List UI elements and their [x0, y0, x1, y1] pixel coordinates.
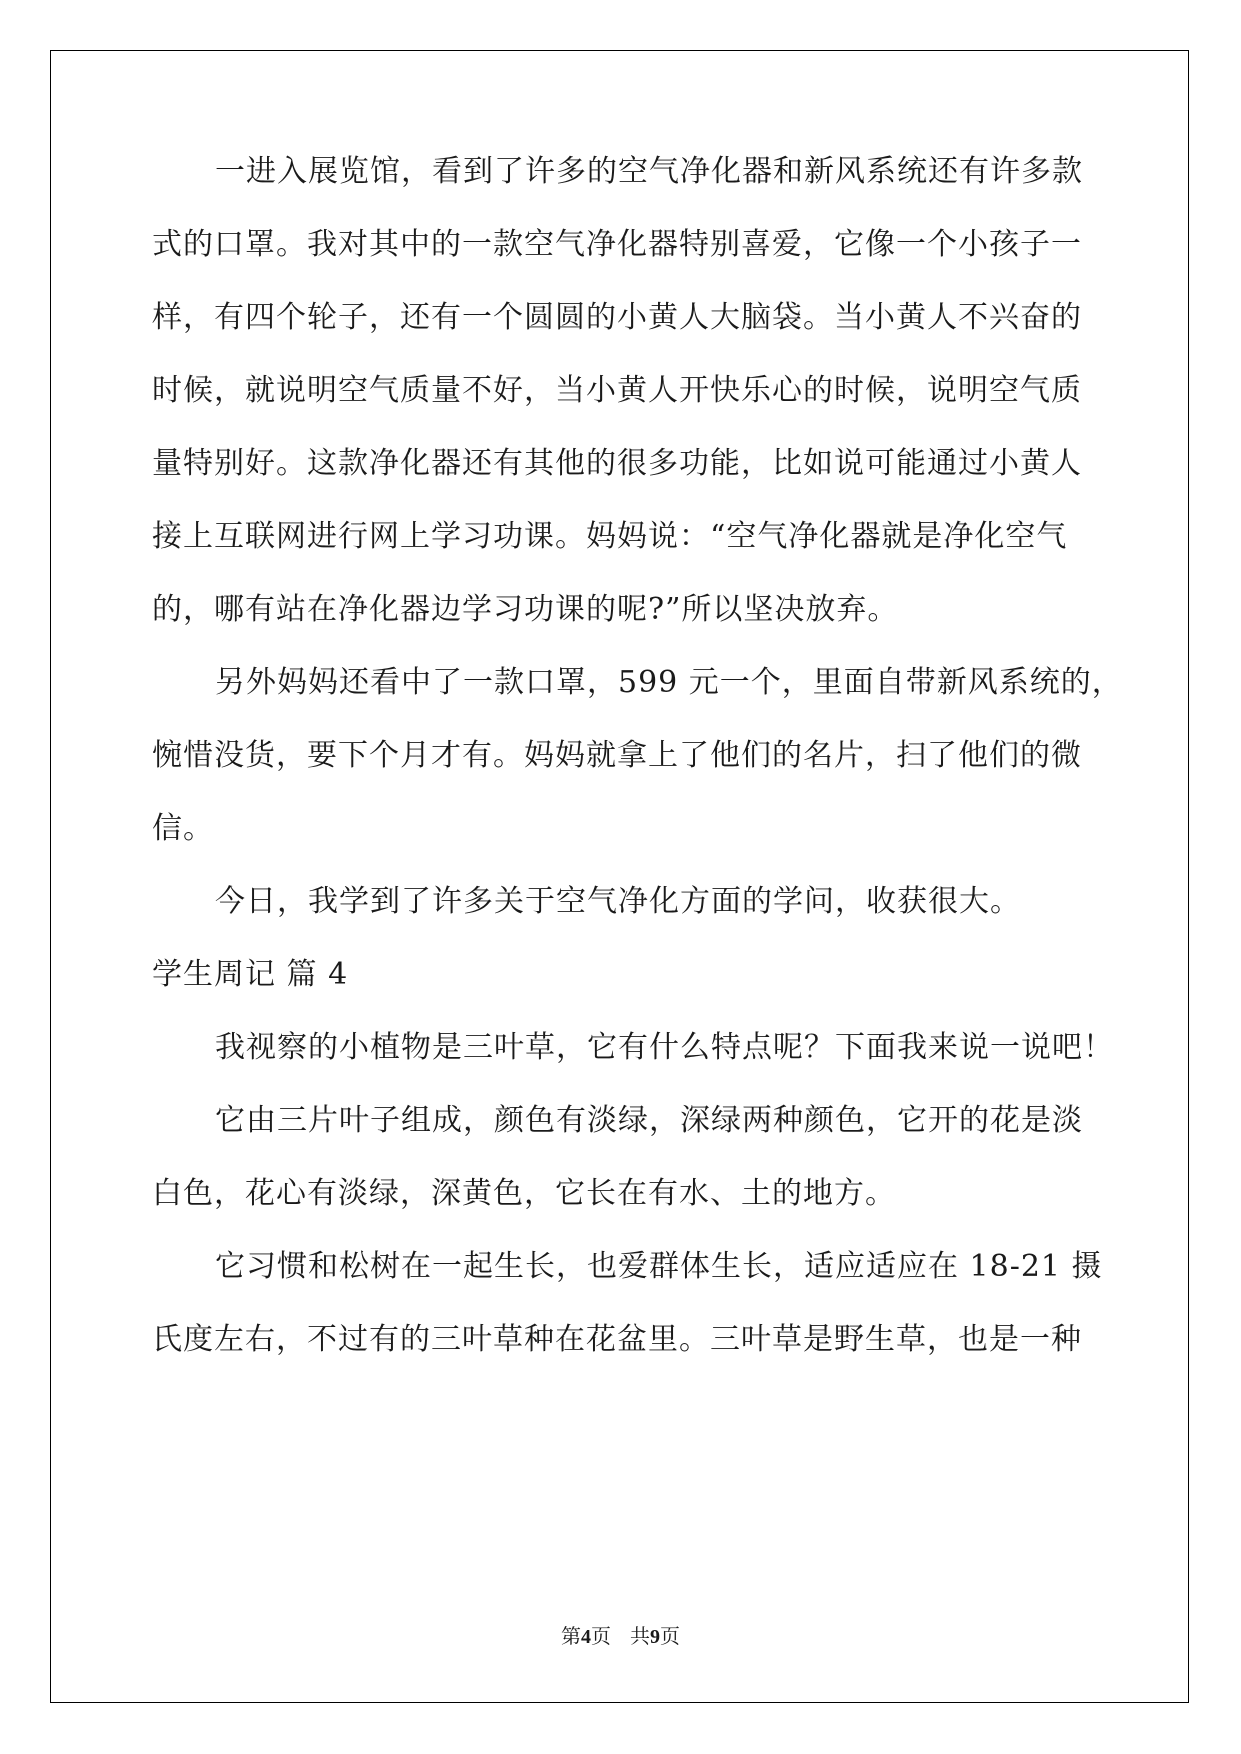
text-line: 它习惯和松树在一起生长，也爱群体生长，适应适应在 18-21 摄 — [215, 1249, 1103, 1284]
text-line: 它由三片叶子组成，颜色有淡绿，深绿两种颜色，它开的花是淡 — [215, 1103, 1083, 1138]
text-line: 时候，就说明空气质量不好，当小黄人开快乐心的时候，说明空气质 — [152, 373, 1082, 408]
text-line: 接上互联网进行网上学习功课。妈妈说：“空气净化器就是净化空气 — [152, 519, 1068, 554]
text-line: 今日，我学到了许多关于空气净化方面的学问，收获很大。 — [215, 884, 1021, 919]
footer-middle: 页 共 — [590, 1624, 651, 1648]
footer-suffix: 页 — [660, 1624, 681, 1648]
text-line: 一进入展览馆，看到了许多的空气净化器和新风系统还有许多款 — [215, 154, 1083, 189]
text-line: 另外妈妈还看中了一款口罩，599 元一个，里面自带新风系统的， — [215, 665, 1123, 700]
text-line: 信。 — [152, 811, 214, 846]
footer-total-pages: 9 — [650, 1626, 661, 1648]
footer-prefix: 第 — [560, 1624, 581, 1648]
page-footer — [0, 1620, 1241, 1649]
text-line: 量特别好。这款净化器还有其他的很多功能，比如说可能通过小黄人 — [152, 446, 1082, 481]
text-line: 我视察的小植物是三叶草，它有什么特点呢？下面我来说一说吧！ — [215, 1030, 1114, 1065]
text-line: 惋惜没货，要下个月才有。妈妈就拿上了他们的名片，扫了他们的微 — [152, 738, 1082, 773]
text-line: 白色，花心有淡绿，深黄色，它长在有水、土的地方。 — [152, 1176, 896, 1211]
text-line: 氏度左右，不过有的三叶草种在花盆里。三叶草是野生草，也是一种 — [152, 1322, 1082, 1357]
text-line: 的，哪有站在净化器边学习功课的呢?”所以坚决放弃。 — [152, 592, 899, 627]
footer-page-number: 4 — [580, 1626, 591, 1648]
text-line: 样，有四个轮子，还有一个圆圆的小黄人大脑袋。当小黄人不兴奋的 — [152, 300, 1082, 335]
section-heading: 学生周记 篇 4 — [152, 957, 349, 992]
text-line: 式的口罩。我对其中的一款空气净化器特别喜爱，它像一个小孩子一 — [152, 227, 1082, 262]
